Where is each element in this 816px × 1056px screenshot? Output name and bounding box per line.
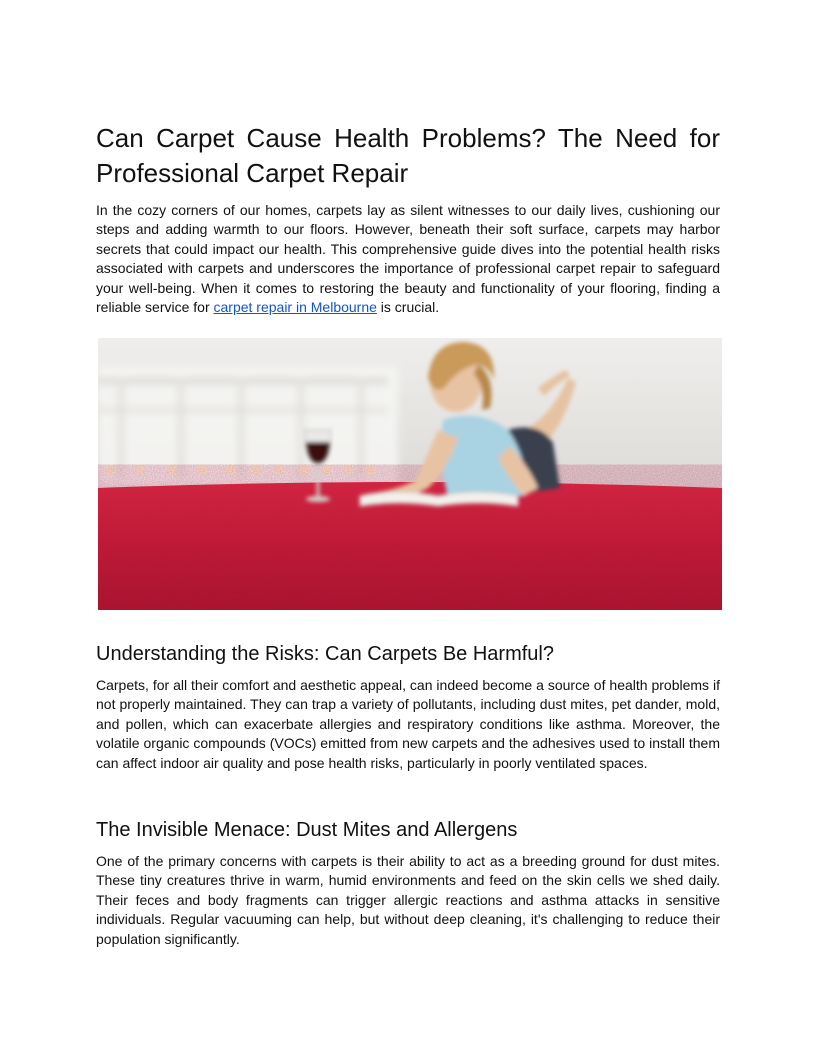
hero-image-woman-on-red-carpet bbox=[98, 338, 722, 610]
article-title: Can Carpet Cause Health Problems? The Need for Professional Carpet Repair bbox=[96, 123, 720, 188]
intro-text-before-link: In the cozy corners of our homes, carpets lay as silent witnesses to our daily lives, cushioning our steps and adding warmth to our floors. However, beneath their soft surface, carpets may harbor secrets that could impact our health. This comprehensive guide dives into the potential health risks associated with carpets and underscores the importance of professional carpet repair to safeguard your well-being. When it comes to restoring the beauty and functionality of your flooring, finding a reliable service for bbox=[96, 202, 720, 316]
intro-paragraph bbox=[96, 201, 720, 317]
carpet-repair-link[interactable]: carpet repair in Melbourne bbox=[213, 299, 377, 316]
section-body-risks: Carpets, for all their comfort and aesthetic appeal, can indeed become a source of health problems if not properly maintained. They can trap a variety of pollutants, including dust mites, pet dander, mold, and pollen, which can exacerbate allergies and respiratory conditions like asthma. Moreover, the volatile organic compounds (VOCs) emitted from new carpets and the adhesives used to install them can affect indoor air quality and pose health risks, particularly in poorly ventilated spaces. bbox=[96, 677, 720, 771]
section-heading-dust-mites: The Invisible Menace: Dust Mites and Allergens bbox=[96, 819, 518, 841]
section-body-dust-mites: One of the primary concerns with carpets is their ability to act as a breeding ground for dust mites. These tiny creatures thrive in warm, humid environments and feed on the skin cells we shed daily. Their feces and body fragments can trigger allergic reactions and asthma attacks in sensitive individuals. Regular vacuuming can help, but without deep cleaning, it's challenging to reduce their population significantly. bbox=[96, 853, 720, 947]
section-heading-risks: Understanding the Risks: Can Carpets Be Harmful? bbox=[96, 643, 554, 665]
intro-text-after-link: is crucial. bbox=[376, 299, 440, 316]
